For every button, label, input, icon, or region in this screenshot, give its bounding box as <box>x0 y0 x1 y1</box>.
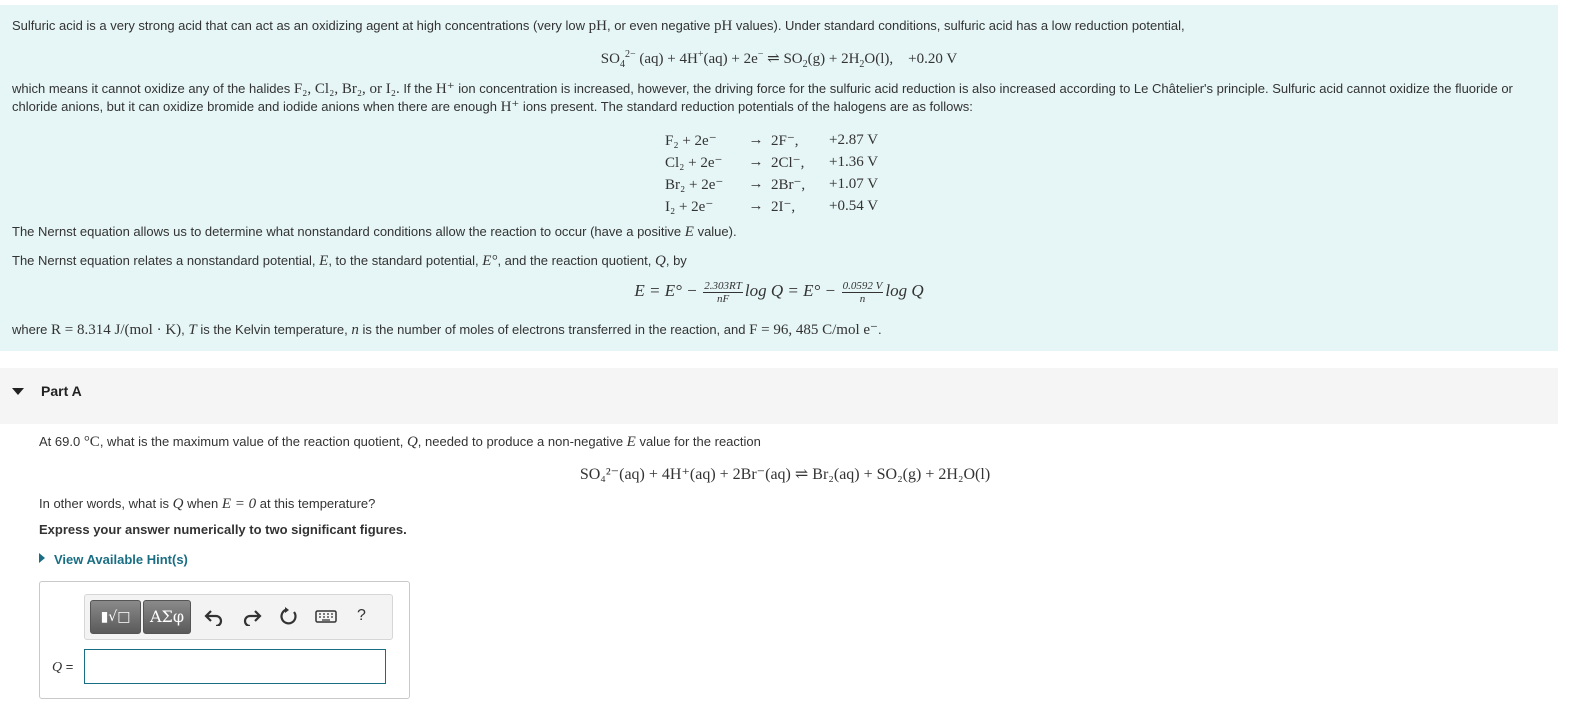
answer-label: Q = <box>52 659 74 675</box>
problem-intro <box>0 5 1558 351</box>
part-title: Part A <box>41 383 82 399</box>
caret-right-icon <box>39 553 45 563</box>
part-a-header[interactable] <box>0 368 1558 424</box>
redo-icon[interactable] <box>242 606 262 626</box>
question-text: At 69.0 °C, what is the maximum value of the reaction quotient, Q, needed to produce a non-negative E value for the reaction <box>39 434 761 450</box>
caret-down-icon[interactable] <box>12 388 24 395</box>
question-followup: In other words, what is Q when E = 0 at this temperature? <box>39 496 376 512</box>
table-row: I₂ + 2e⁻ → 2I⁻, +0.54 V <box>665 197 879 215</box>
intro-paragraph-4: The Nernst equation relates a nonstandard potential, E, to the standard potential, E°, and the reaction quotient, Q, by <box>12 253 687 269</box>
halogen-potentials-table <box>663 129 880 217</box>
intro-paragraph-5: where R = 8.314 J/(mol · K), T is the Kelvin temperature, n is the number of moles of electrons transferred in the reaction, and F = 96, 485 C/mol e⁻. <box>12 322 882 338</box>
answer-box <box>39 581 410 699</box>
table-row: F₂ + 2e⁻ → 2F⁻, +2.87 V <box>665 131 879 149</box>
reaction-equation: SO₄²⁻(aq) + 4H⁺(aq) + 2Br⁻(aq) ⇌ Br₂(aq) + SO₂(g) + 2H₂O(l) <box>579 466 991 483</box>
templates-button[interactable]: ▮√□ <box>90 600 141 634</box>
sulfuric-reduction-equation: $SO_4^{2-}$ (aq) + 4H+(aq) + 2e− ⇌ $SO_2(g) + 2H_2O(l)$, +0.20 V <box>600 49 958 70</box>
view-hints-link[interactable]: View Available Hint(s) <box>39 552 188 567</box>
intro-paragraph-3: The Nernst equation allows us to determine what nonstandard conditions allow the reaction to occur (have a positive E value). <box>12 224 737 240</box>
reset-icon[interactable] <box>279 606 299 626</box>
symbols-button[interactable]: ΑΣφ <box>143 600 191 634</box>
intro-paragraph-1: Sulfuric acid is a very strong acid that can act as an oxidizing agent at high concentrations (very low pH, or even negative pH values). Under standard conditions, sulfuric acid has a low reduction potential, <box>12 18 1185 34</box>
help-button[interactable]: ? <box>357 607 366 624</box>
intro-paragraph-2: which means it cannot oxidize any of the halides F₂, Cl₂, Br₂, or I₂. If the H⁺ ion concentration is increased, however, the driving force for the sulfuric acid reduction is also increased according to Le Châtelier's principle. Sulfuric acid cannot oxidize the fluoride or chloride anions, but it can oxidize bromide and iodide anions when there are enough H⁺ ions present. The standard reduction potentials of the halogens are as follows: <box>12 81 1513 115</box>
answer-input[interactable] <box>84 649 386 684</box>
answer-instruction: Express your answer numerically to two significant figures. <box>39 522 407 537</box>
table-row: Cl₂ + 2e⁻ → 2Cl⁻, +1.36 V <box>665 153 879 171</box>
nernst-equation: E = E° − $\frac{2.303RT}{nF}$ log Q = E° − $\frac{0.0592 V}{n}$ log Q <box>634 280 924 305</box>
table-row: Br₂ + 2e⁻ → 2Br⁻, +1.07 V <box>665 175 879 193</box>
keyboard-icon[interactable] <box>315 606 337 626</box>
math-toolbar <box>84 594 393 640</box>
undo-icon[interactable] <box>204 606 224 626</box>
